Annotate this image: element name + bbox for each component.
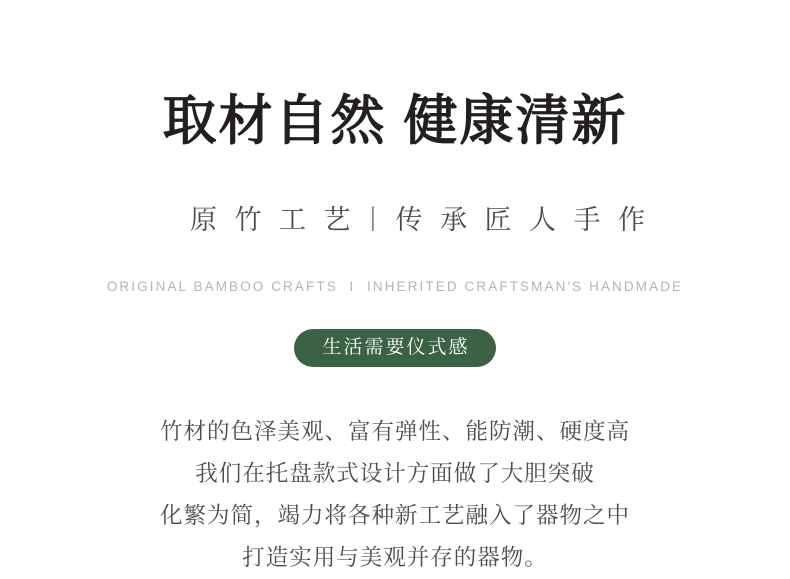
status-badge: 生活需要仪式感	[294, 329, 495, 367]
latin-caption: ORIGINAL BAMBOO CRAFTS I INHERITED CRAFTSMAN'S HANDMADE	[106, 279, 684, 295]
body-line: 打造实用与美观并存的器物。	[242, 545, 548, 571]
body-copy	[160, 411, 630, 579]
body-line: 化繁为简，竭力将各种新工艺融入了器物之中	[159, 503, 630, 529]
subtitle-right: 传 承 匠 人 手 作	[395, 205, 651, 235]
subtitle	[140, 176, 650, 265]
page-title: 取材自然 健康清新	[162, 91, 628, 151]
badge-container	[294, 329, 495, 367]
body-line: 竹材的色泽美观、富有弹性、能防潮、硬度高	[159, 419, 630, 445]
subtitle-left: 原 竹 工 艺	[189, 205, 356, 235]
body-line: 我们在托盘款式设计方面做了大胆突破	[195, 461, 595, 487]
subtitle-divider: 丨	[359, 205, 392, 235]
